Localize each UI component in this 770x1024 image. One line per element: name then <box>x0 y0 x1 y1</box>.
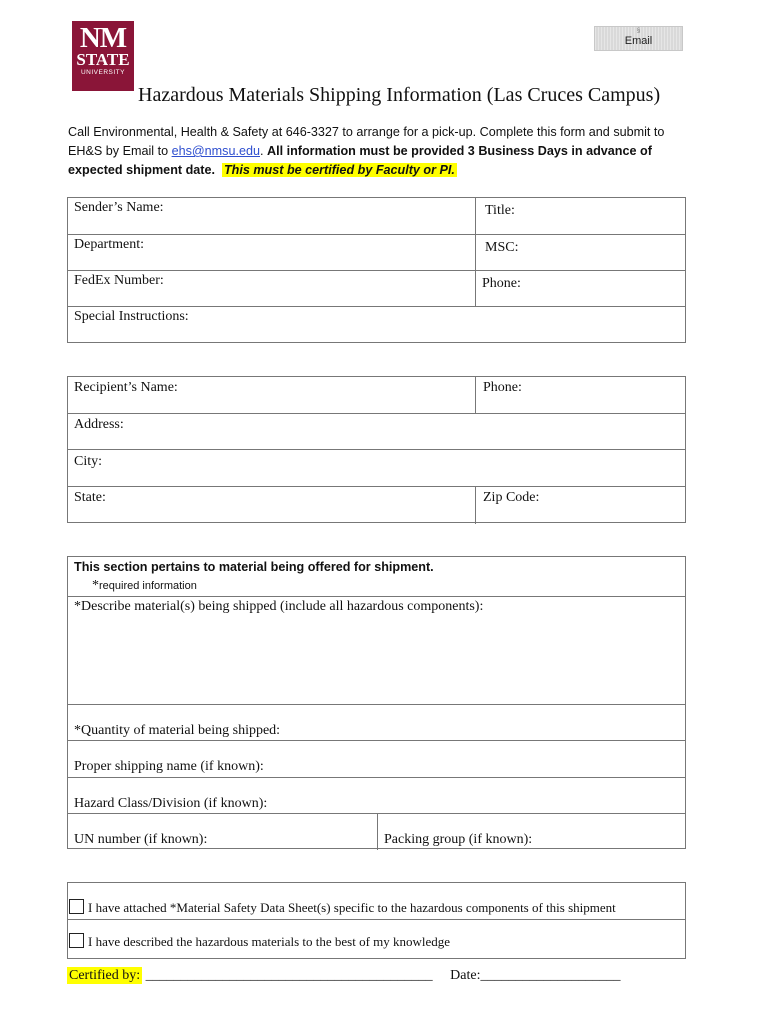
email-button-marker: § <box>636 28 641 34</box>
sender-phone-field[interactable] <box>475 271 685 307</box>
department-row <box>68 234 685 271</box>
email-button-label: Email <box>624 35 653 47</box>
date-field[interactable]: ____________________ <box>480 968 621 983</box>
hazard-class-field[interactable] <box>68 778 685 814</box>
intro-deadline-note: All information must be provided 3 Business Days in advance of expected shipment date. <box>68 144 652 177</box>
hazard-class-label: Hazard Class/Division (if known): <box>74 796 268 811</box>
logo-nm: NM <box>79 22 127 54</box>
fedex-number-label: FedEx Number: <box>74 273 164 288</box>
msds-cell <box>68 883 685 919</box>
department-field[interactable] <box>68 235 475 271</box>
described-cell <box>68 920 685 960</box>
city-label: City: <box>74 454 103 469</box>
logo-university: UNIVERSITY <box>80 69 125 76</box>
special-instructions-label: Special Instructions: <box>74 309 189 324</box>
un-number-label: UN number (if known): <box>74 832 208 847</box>
recipient-name-field[interactable] <box>68 377 475 413</box>
fedex-row <box>68 270 685 307</box>
material-section-header-cell <box>68 557 685 596</box>
material-section-header-row <box>68 557 685 596</box>
packing-group-label: Packing group (if known): <box>384 832 533 847</box>
intro-text-sep: . <box>260 144 267 158</box>
quantity-row <box>68 704 685 741</box>
address-label: Address: <box>74 417 124 432</box>
sender-table <box>67 197 686 343</box>
nmsu-logo <box>72 21 134 91</box>
zip-code-label: Zip Code: <box>483 490 540 505</box>
fedex-number-field[interactable] <box>68 271 475 307</box>
page-title: Hazardous Materials Shipping Information (Las Cruces Campus) <box>138 84 661 106</box>
material-table <box>67 556 686 849</box>
un-number-row <box>68 813 685 850</box>
certification-table <box>67 882 686 959</box>
ehs-email-link[interactable]: ehs@nmsu.edu <box>171 144 260 158</box>
describe-material-label: *Describe material(s) being shipped (include all hazardous components): <box>74 599 484 614</box>
sender-title-field[interactable] <box>475 198 685 234</box>
sender-name-label: Sender’s Name: <box>74 200 164 215</box>
quantity-field[interactable] <box>68 705 685 741</box>
address-row <box>68 413 685 450</box>
un-number-field[interactable] <box>68 814 377 850</box>
intro-text: Call Environmental, Health & Safety at 646-3327 to arrange for a pick-up. Complete this form and submit to EH&S by Email to <box>68 125 665 158</box>
certified-by-label: Certified by: <box>69 968 141 983</box>
msds-checkbox-label: I have attached *Material Safety Data Sheet(s) specific to the hazardous components of this shipment <box>88 900 616 915</box>
state-field[interactable] <box>68 487 475 524</box>
required-note-text: required information <box>99 580 197 592</box>
certified-by-line <box>67 968 620 984</box>
describe-material-row <box>68 596 685 705</box>
msds-row <box>68 883 685 919</box>
described-checkbox-group <box>69 933 450 951</box>
certification-highlight: This must be certified by Faculty or PI. <box>223 163 455 177</box>
required-note <box>92 578 197 594</box>
sender-name-field[interactable] <box>68 198 475 234</box>
msds-checkbox[interactable] <box>69 899 84 914</box>
msds-checkbox-group <box>69 899 616 917</box>
material-section-header: This section pertains to material being offered for shipment. <box>74 560 434 574</box>
city-row <box>68 449 685 487</box>
proper-shipping-name-row <box>68 740 685 778</box>
city-field[interactable] <box>68 450 685 487</box>
proper-shipping-name-label: Proper shipping name (if known): <box>74 759 264 774</box>
described-checkbox-label: I have described the hazardous materials to the best of my knowledge <box>88 934 451 949</box>
quantity-label: *Quantity of material being shipped: <box>74 723 281 738</box>
email-button[interactable] <box>594 26 683 51</box>
msc-label: MSC: <box>485 240 519 255</box>
zip-code-field[interactable] <box>475 487 685 524</box>
certified-by-signature-field[interactable]: _________________________________________ <box>145 968 433 983</box>
special-instructions-field[interactable] <box>68 307 685 344</box>
recipient-phone-label: Phone: <box>483 380 522 395</box>
recipient-name-row <box>68 377 685 413</box>
describe-material-field[interactable] <box>68 597 685 705</box>
state-row <box>68 486 685 524</box>
recipient-phone-field[interactable] <box>475 377 685 413</box>
address-field[interactable] <box>68 414 685 450</box>
msc-field[interactable] <box>475 235 685 271</box>
recipient-name-label: Recipient’s Name: <box>74 380 178 395</box>
department-label: Department: <box>74 237 144 252</box>
state-label: State: <box>74 490 106 505</box>
required-note-star: * <box>92 578 99 593</box>
described-checkbox[interactable] <box>69 933 84 948</box>
intro-paragraph <box>68 123 688 180</box>
sender-name-row <box>68 198 685 234</box>
sender-phone-label: Phone: <box>482 276 521 291</box>
packing-group-field[interactable] <box>377 814 685 850</box>
date-label: Date: <box>450 968 481 983</box>
logo-state: STATE <box>76 50 130 69</box>
sender-title-label: Title: <box>485 203 515 218</box>
hazard-class-row <box>68 777 685 814</box>
described-row <box>68 919 685 960</box>
special-instructions-row <box>68 306 685 344</box>
recipient-table <box>67 376 686 523</box>
proper-shipping-name-field[interactable] <box>68 741 685 778</box>
